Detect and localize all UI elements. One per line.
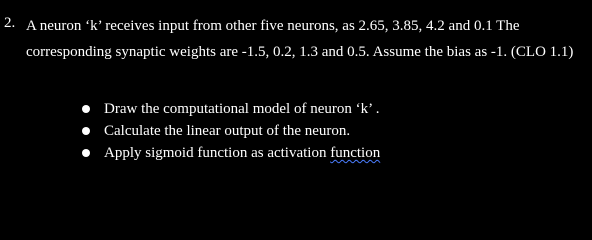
task-text: Draw the computational model of neuron ‘k’ . — [104, 101, 380, 117]
bullet-icon — [82, 149, 90, 157]
spellcheck-flagged-word[interactable]: function — [330, 145, 381, 161]
question-number: 2. — [4, 15, 16, 31]
bullet-icon — [82, 105, 90, 113]
task-item-linear-output — [0, 122, 592, 144]
bullet-icon — [82, 127, 90, 135]
task-text: Apply sigmoid function as activation — [104, 145, 331, 161]
task-list — [0, 100, 592, 166]
task-text: Calculate the linear output of the neuron. — [104, 123, 351, 139]
question-text: A neuron ‘k’ receives input from other five neurons, as 2.65, 3.85, 4.2 and 0.1 The corresponding synaptic weights are -1.5, 0.2, 1.3 and 0.5. Assume the bias as -1. (CLO 1.1) — [26, 18, 574, 60]
task-item-draw-model — [0, 100, 592, 122]
task-item-sigmoid — [0, 144, 592, 166]
